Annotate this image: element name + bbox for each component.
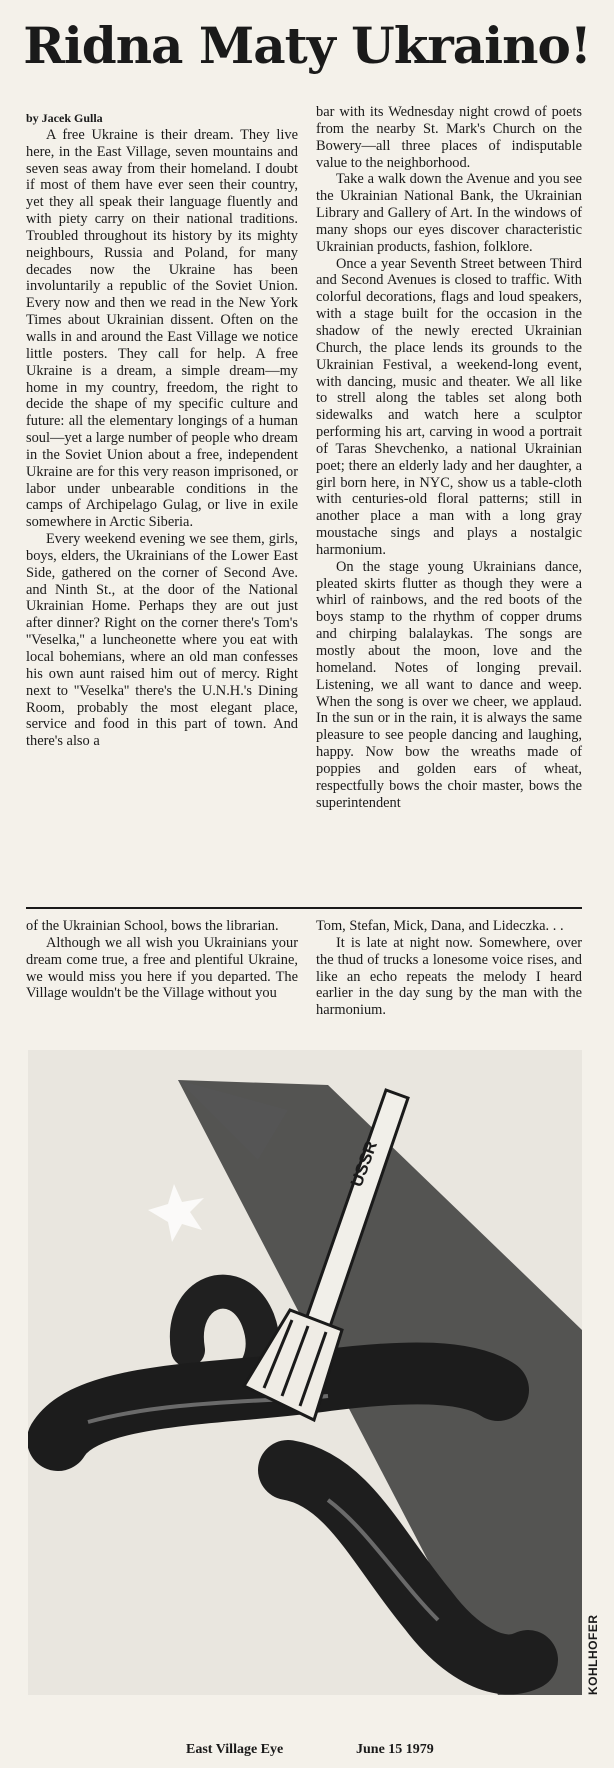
- illustration-drawing: [28, 1050, 582, 1695]
- issue-date: June 15 1979: [356, 1742, 434, 1757]
- paragraph: Take a walk down the Avenue and you see the Ukrainian National Bank, the Ukrainian Library and Gallery of Art. In the windows of many shops our eyes discover characteristic Ukrainian products, fashion, folklore.: [316, 171, 582, 255]
- article-column-1: [26, 110, 298, 750]
- paragraph: bar with its Wednesday night crowd of poets from the nearby St. Mark's Church on the Bowery—all three places of indisputable value to the neighborhood.: [316, 104, 582, 171]
- article-column-3: [26, 918, 298, 1002]
- byline: by Jacek Gulla: [26, 111, 103, 125]
- page-footer: [0, 1742, 614, 1762]
- illustration-sausage-fork: [28, 1050, 582, 1695]
- paragraph: A free Ukraine is their dream. They live here, in the East Village, seven mountains and seven seas away from their homeland. I doubt if most of them have ever seen their country, yet they all speak their language fluently and with piety carry on their national traditions. Troubled throughout its history by its mighty neighbours, Russia and Poland, for many decades now the Ukraine has been involuntarily a republic of the Soviet Union. Every now and then we read in the New York Times about Ukrainian dissent. Often on the walls in and around the East Village we notice little posters. They call for help. A free Ukraine is a dream, a simple dream—my home in my country, freedom, the right to decide the shape of my specific culture and future: all the elementary longings of a human soul—yet a large number of people who dream in the Soviet Union about a free, independent Ukraine are for this very reason imprisoned, or labor under unbearable conditions in the camps of Archipelago Gulag, or live in exile somewhere in Arctic Siberia.: [26, 126, 298, 531]
- paragraph: Although we all wish you Ukrainians your dream come true, a free and plentiful Ukraine, we would miss you here if you departed. The Village wouldn't be the Village without you: [26, 934, 298, 1002]
- article-column-4: [316, 918, 582, 1019]
- headline: Ridna Maty Ukraino!: [23, 16, 591, 75]
- article-column-2: [316, 104, 582, 811]
- column-divider-rule: [26, 907, 582, 909]
- paragraph: Tom, Stefan, Mick, Dana, and Lideczka. . .: [316, 918, 564, 934]
- paragraph: Once a year Seventh Street between Third and Second Avenues is closed to traffic. With colorful decorations, flags and loud speakers, with a stage built for the occasion in the shadow of the newly erected Ukrainian Church, the place lends its grounds to the Ukrainian Festival, a weekend-long event, with dancing, music and theater. We all like to strell along the tables set along both sidewalks and watch here a sculptor performing his art, carving in wood a portrait of Taras Shevchenko, a national Ukrainian poet; there an elderly lady and her daughter, a girl born here, in NYC, show us a table-cloth with centuries-old floral patterns; still in another place a man with a long gray moustache sings and plays a nostalgic harmonium.: [316, 255, 582, 558]
- paragraph: of the Ukrainian School, bows the librarian.: [26, 918, 279, 934]
- fork-label: USSR: [346, 1138, 381, 1190]
- publication-name: East Village Eye: [186, 1742, 284, 1757]
- artist-credit: KOHLHOFER: [586, 1614, 600, 1695]
- paragraph: Every weekend evening we see them, girls, boys, elders, the Ukrainians of the Lower East Side, gathered on the corner of Second Ave. and Ninth St., at the door of the National Ukrainian Home. Perhaps they are out just after dinner? Right on the corner there's Tom's ''Veselka,'' a luncheonette where you eat with local bohemians, where an old man confesses his own aunt raised him out of mercy. Right next to ''Veselka'' there's the U.N.H.'s Dining Room, probably the most elegant place, service and food in this part of town. And there's also a: [26, 531, 298, 750]
- paragraph: On the stage young Ukrainians dance, pleated skirts flutter as though they were a whirl of rainbows, and the red boots of the boys stamp to the rhythm of copper drums and chirping balalaykas. The songs are mostly about the moon, love and the homeland. Notes of longing prevail. Listening, we all want to dance and weep. When the song is over we cheer, we applaud. In the sun or in the rain, it is always the same pleasure to see people dancing and laughing, happy. Now bow the wreaths made of poppies and golden ears of wheat, respectfully bows the choir master, bows the superintendent: [316, 558, 582, 811]
- paragraph: It is late at night now. Somewhere, over the thud of trucks a lonesome voice rises, and like an echo repeats the melody I heard earlier in the day sung by the man with the harmonium.: [316, 934, 582, 1019]
